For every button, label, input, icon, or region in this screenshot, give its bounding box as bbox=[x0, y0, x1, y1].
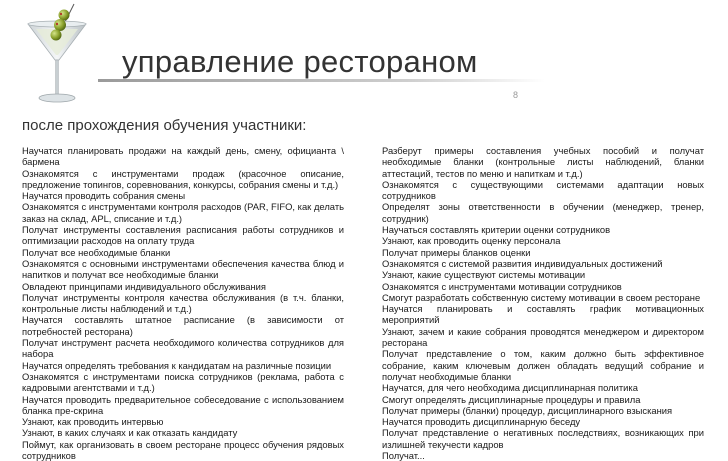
list-item: Ознакомятся с инструментами мотивации сотрудников bbox=[382, 280, 622, 292]
list-item: Получат инструменты контроля качества обслуживания (в т.ч. бланки, контрольные листы наблюдений и т.д.) bbox=[22, 291, 344, 315]
list-item: Ознакомятся с инструментами контроля расходов (PAR, FIFO, как делать заказ на склад, APL, списание и т.д.) bbox=[22, 201, 344, 224]
list-item: Смогут определять дисциплинарные процедуры и правила bbox=[382, 393, 641, 405]
list-item: Научатся определять требования к кандидатам на различные позиции bbox=[22, 359, 332, 371]
list-item: Поймут, как организовать в своем ресторане процесс обучения рядовых сотрудников bbox=[22, 438, 344, 461]
section-subtitle: после прохождения обучения участники: bbox=[22, 117, 307, 134]
list-item: Научатся, для чего необходима дисциплинарная политика bbox=[382, 382, 638, 394]
martini-glass-icon bbox=[24, 2, 90, 106]
list-item: Ознакомятся с существующими системами адаптации новых сотрудников bbox=[382, 178, 704, 202]
list-item: Научатся планировать продажи на каждый день, смену, официанта \ бармена bbox=[22, 145, 344, 168]
list-item: Получат примеры бланков оценки bbox=[382, 246, 531, 258]
list-item: Научатся составлять штатное расписание (в зависимости от потребностей ресторана) bbox=[22, 314, 344, 337]
list-item: Узнают, в каких случаях и как отказать кандидату bbox=[22, 427, 238, 439]
page-number: 8 bbox=[513, 90, 519, 100]
list-item: Узнают, какие существуют системы мотивации bbox=[382, 269, 586, 281]
list-item: Узнают, как проводить интервью bbox=[22, 416, 164, 428]
list-item: Определят зоны ответственности в обучении (менеджер, тренер, сотрудник) bbox=[382, 201, 704, 224]
list-item: Научаться составлять критерии оценки сотрудников bbox=[382, 224, 611, 236]
list-item: Овладеют принципами индивидуального обслуживания bbox=[22, 280, 266, 292]
list-item: Получат представление о негативных последствиях, возникающих при излишней текучести кадров bbox=[382, 427, 704, 450]
list-item: Получат инструмент расчета необходимого количества сотрудников для набора bbox=[22, 337, 344, 360]
list-item: Получат инструменты составления расписания работы сотрудников и оптимизации расходов на оплату труда bbox=[22, 224, 344, 247]
list-item: Научатся проводить собрания смены bbox=[22, 190, 186, 202]
list-item: Научатся проводить предварительное собеседование с использованием бланка пре-скрина bbox=[22, 393, 344, 416]
left-column bbox=[22, 145, 344, 461]
right-column bbox=[382, 145, 704, 461]
list-item: Смогут разработать собственную систему мотивации в своем ресторане bbox=[382, 291, 701, 303]
list-item: Научатся планировать и составлять график мотивационных мероприятий bbox=[382, 303, 704, 326]
list-item: Ознакомятся с инструментами продаж (красочное описание, предложение топингов, соревнования, конкурсы, собрания смены и т.д.) bbox=[22, 167, 344, 190]
list-item: Узнают, зачем и какие собрания проводятся менеджером и директором ресторана bbox=[382, 325, 704, 349]
page-title: управление рестораном bbox=[122, 44, 478, 79]
list-item: Получат... bbox=[382, 450, 425, 461]
list-item: Разберут примеры составления учебных пособий и получат необходимые бланки (контрольные листы наблюдений, бланки аттестаций, тестов по меню и напиткам и т.д.) bbox=[382, 145, 704, 179]
list-item: Научатся проводить дисциплинарную беседу bbox=[382, 416, 581, 428]
title-underline bbox=[98, 79, 545, 82]
list-item: Ознакомятся с инструментами поиска сотрудников (реклама, работа с кадровыми агентствами и т.д.) bbox=[22, 370, 344, 394]
list-item: Получат примеры (бланки) процедур, дисциплинарного взыскания bbox=[382, 404, 673, 416]
list-item: Получат все необходимые бланки bbox=[22, 246, 171, 258]
list-item: Получат представление о том, каким должно быть эффективное собрание, каким ключевым должен обладать ведущий собрание и получат необходимые бланки bbox=[382, 348, 704, 382]
list-item: Ознакомятся с основными инструментами обеспечения качества блюд и напитков и получат все необходимые бланки bbox=[22, 257, 344, 281]
list-item: Узнают, как проводить оценку персонала bbox=[382, 235, 561, 247]
list-item: Ознакомятся с системой развития индивидуальных достижений bbox=[382, 257, 663, 269]
